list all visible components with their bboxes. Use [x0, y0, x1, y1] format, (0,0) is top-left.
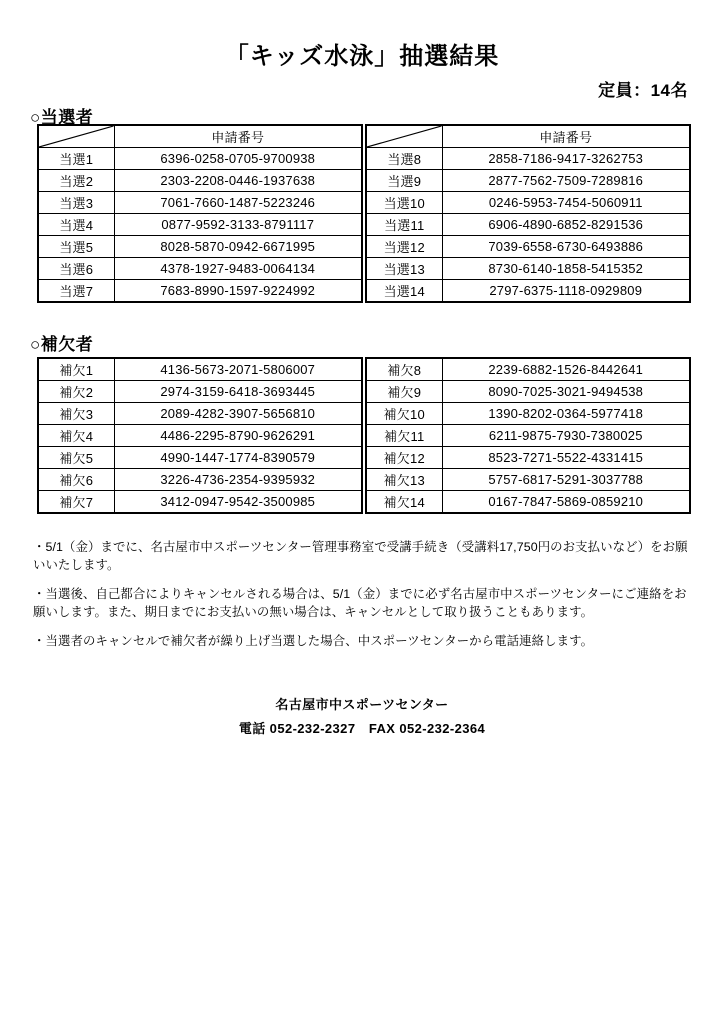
application-number-cell: 2877-7562-7509-7289816 — [442, 170, 690, 192]
application-number-cell: 0246-5953-7454-5060911 — [442, 192, 690, 214]
table-row — [38, 425, 362, 447]
row-label-cell: 補欠3 — [38, 403, 114, 425]
row-label-cell: 補欠8 — [366, 358, 442, 381]
row-label-cell: 当選14 — [366, 280, 442, 303]
alternates-table-right — [365, 357, 691, 514]
application-number-cell: 8730-6140-1858-5415352 — [442, 258, 690, 280]
row-label-cell: 補欠10 — [366, 403, 442, 425]
application-number-cell: 2089-4282-3907-5656810 — [114, 403, 362, 425]
page-title: 「キッズ水泳」抽選結果 — [224, 43, 500, 70]
application-number-cell: 1390-8202-0364-5977418 — [442, 403, 690, 425]
table-row — [38, 469, 362, 491]
application-number-cell: 2974-3159-6418-3693445 — [114, 381, 362, 403]
row-label-cell: 補欠6 — [38, 469, 114, 491]
notes-list — [33, 539, 693, 651]
table-row — [366, 170, 690, 192]
section-heading-alternates: ○補欠者 — [30, 335, 94, 354]
diagonal-corner-cell — [366, 125, 442, 148]
table-row — [366, 358, 690, 381]
row-label-cell: 当選6 — [38, 258, 114, 280]
application-number-cell: 3412-0947-9542-3500985 — [114, 491, 362, 514]
row-label-cell: 当選13 — [366, 258, 442, 280]
application-number-cell: 0877-9592-3133-8791117 — [114, 214, 362, 236]
application-number-cell: 6906-4890-6852-8291536 — [442, 214, 690, 236]
table-row — [366, 236, 690, 258]
footer-organization: 名古屋市中スポーツセンター — [275, 697, 449, 712]
winners-table-left — [37, 124, 363, 303]
row-label-cell: 補欠12 — [366, 447, 442, 469]
alternates-table-left — [37, 357, 363, 514]
note-item: ・5/1（金）までに、名古屋市中スポーツセンター管理事務室で受講手続き（受講料17,750円のお支払いなど）をお願いいたします。 — [33, 540, 688, 572]
table-header-row — [38, 125, 362, 148]
row-label-cell: 補欠2 — [38, 381, 114, 403]
row-label-cell: 当選11 — [366, 214, 442, 236]
application-number-cell: 8090-7025-3021-9494538 — [442, 381, 690, 403]
table-row — [38, 491, 362, 514]
table-row — [366, 381, 690, 403]
row-label-cell: 当選8 — [366, 148, 442, 170]
table-row — [366, 469, 690, 491]
column-header-application-number: 申請番号 — [442, 125, 690, 148]
application-number-cell: 7683-8990-1597-9224992 — [114, 280, 362, 303]
application-number-cell: 4136-5673-2071-5806007 — [114, 358, 362, 381]
row-label-cell: 補欠5 — [38, 447, 114, 469]
row-label-cell: 補欠1 — [38, 358, 114, 381]
row-label-cell: 補欠11 — [366, 425, 442, 447]
table-row — [366, 491, 690, 514]
diagonal-line-icon — [367, 126, 442, 147]
section-heading-winners: ○当選者 — [30, 108, 94, 127]
application-number-cell: 2797-6375-1118-0929809 — [442, 280, 690, 303]
table-header-row — [366, 125, 690, 148]
application-number-cell: 7039-6558-6730-6493886 — [442, 236, 690, 258]
table-row — [38, 447, 362, 469]
row-label-cell: 当選10 — [366, 192, 442, 214]
application-number-cell: 2239-6882-1526-8442641 — [442, 358, 690, 381]
row-label-cell: 補欠14 — [366, 491, 442, 514]
application-number-cell: 6211-9875-7930-7380025 — [442, 425, 690, 447]
table-row — [38, 258, 362, 280]
application-number-cell: 0167-7847-5869-0859210 — [442, 491, 690, 514]
table-row — [38, 381, 362, 403]
winners-tables — [37, 124, 691, 303]
table-row — [38, 236, 362, 258]
application-number-cell: 8523-7271-5522-4331415 — [442, 447, 690, 469]
alternates-tables — [37, 357, 691, 514]
row-label-cell: 当選2 — [38, 170, 114, 192]
application-number-cell: 4486-2295-8790-9626291 — [114, 425, 362, 447]
table-row — [38, 214, 362, 236]
row-label-cell: 当選1 — [38, 148, 114, 170]
row-label-cell: 補欠13 — [366, 469, 442, 491]
table-row — [38, 403, 362, 425]
application-number-cell: 4378-1927-9483-0064134 — [114, 258, 362, 280]
table-row — [366, 192, 690, 214]
application-number-cell: 6396-0258-0705-9700938 — [114, 148, 362, 170]
table-row — [366, 403, 690, 425]
table-row — [366, 447, 690, 469]
note-item: ・当選者のキャンセルで補欠者が繰り上げ当選した場合、中スポーツセンターから電話連絡します。 — [33, 634, 594, 648]
row-label-cell: 当選4 — [38, 214, 114, 236]
column-header-application-number: 申請番号 — [114, 125, 362, 148]
application-number-cell: 3226-4736-2354-9395932 — [114, 469, 362, 491]
row-label-cell: 補欠4 — [38, 425, 114, 447]
row-label-cell: 補欠7 — [38, 491, 114, 514]
row-label-cell: 当選12 — [366, 236, 442, 258]
capacity-label: 定員：14名 — [598, 81, 688, 100]
table-row — [38, 170, 362, 192]
table-row — [366, 258, 690, 280]
table-row — [366, 425, 690, 447]
row-label-cell: 当選3 — [38, 192, 114, 214]
row-label-cell: 当選9 — [366, 170, 442, 192]
application-number-cell: 5757-6817-5291-3037788 — [442, 469, 690, 491]
diagonal-line-icon — [39, 126, 114, 147]
application-number-cell: 2858-7186-9417-3262753 — [442, 148, 690, 170]
table-row — [366, 280, 690, 303]
table-row — [366, 214, 690, 236]
table-row — [38, 192, 362, 214]
table-row — [38, 358, 362, 381]
application-number-cell: 7061-7660-1487-5223246 — [114, 192, 362, 214]
row-label-cell: 補欠9 — [366, 381, 442, 403]
footer-contact: 電話 052-232-2327 FAX 052-232-2364 — [238, 721, 486, 736]
application-number-cell: 4990-1447-1774-8390579 — [114, 447, 362, 469]
row-label-cell: 当選5 — [38, 236, 114, 258]
table-row — [38, 148, 362, 170]
application-number-cell: 8028-5870-0942-6671995 — [114, 236, 362, 258]
diagonal-corner-cell — [38, 125, 114, 148]
note-item: ・当選後、自己都合によりキャンセルされる場合は、5/1（金）までに必ず名古屋市中スポーツセンターにご連絡をお願いします。また、期日までにお支払いの無い場合は、キャンセルとして取り扱うこともあります。 — [33, 587, 687, 619]
winners-table-right — [365, 124, 691, 303]
application-number-cell: 2303-2208-0446-1937638 — [114, 170, 362, 192]
table-row — [366, 148, 690, 170]
footer-contact-block — [0, 693, 724, 741]
table-row — [38, 280, 362, 303]
row-label-cell: 当選7 — [38, 280, 114, 303]
